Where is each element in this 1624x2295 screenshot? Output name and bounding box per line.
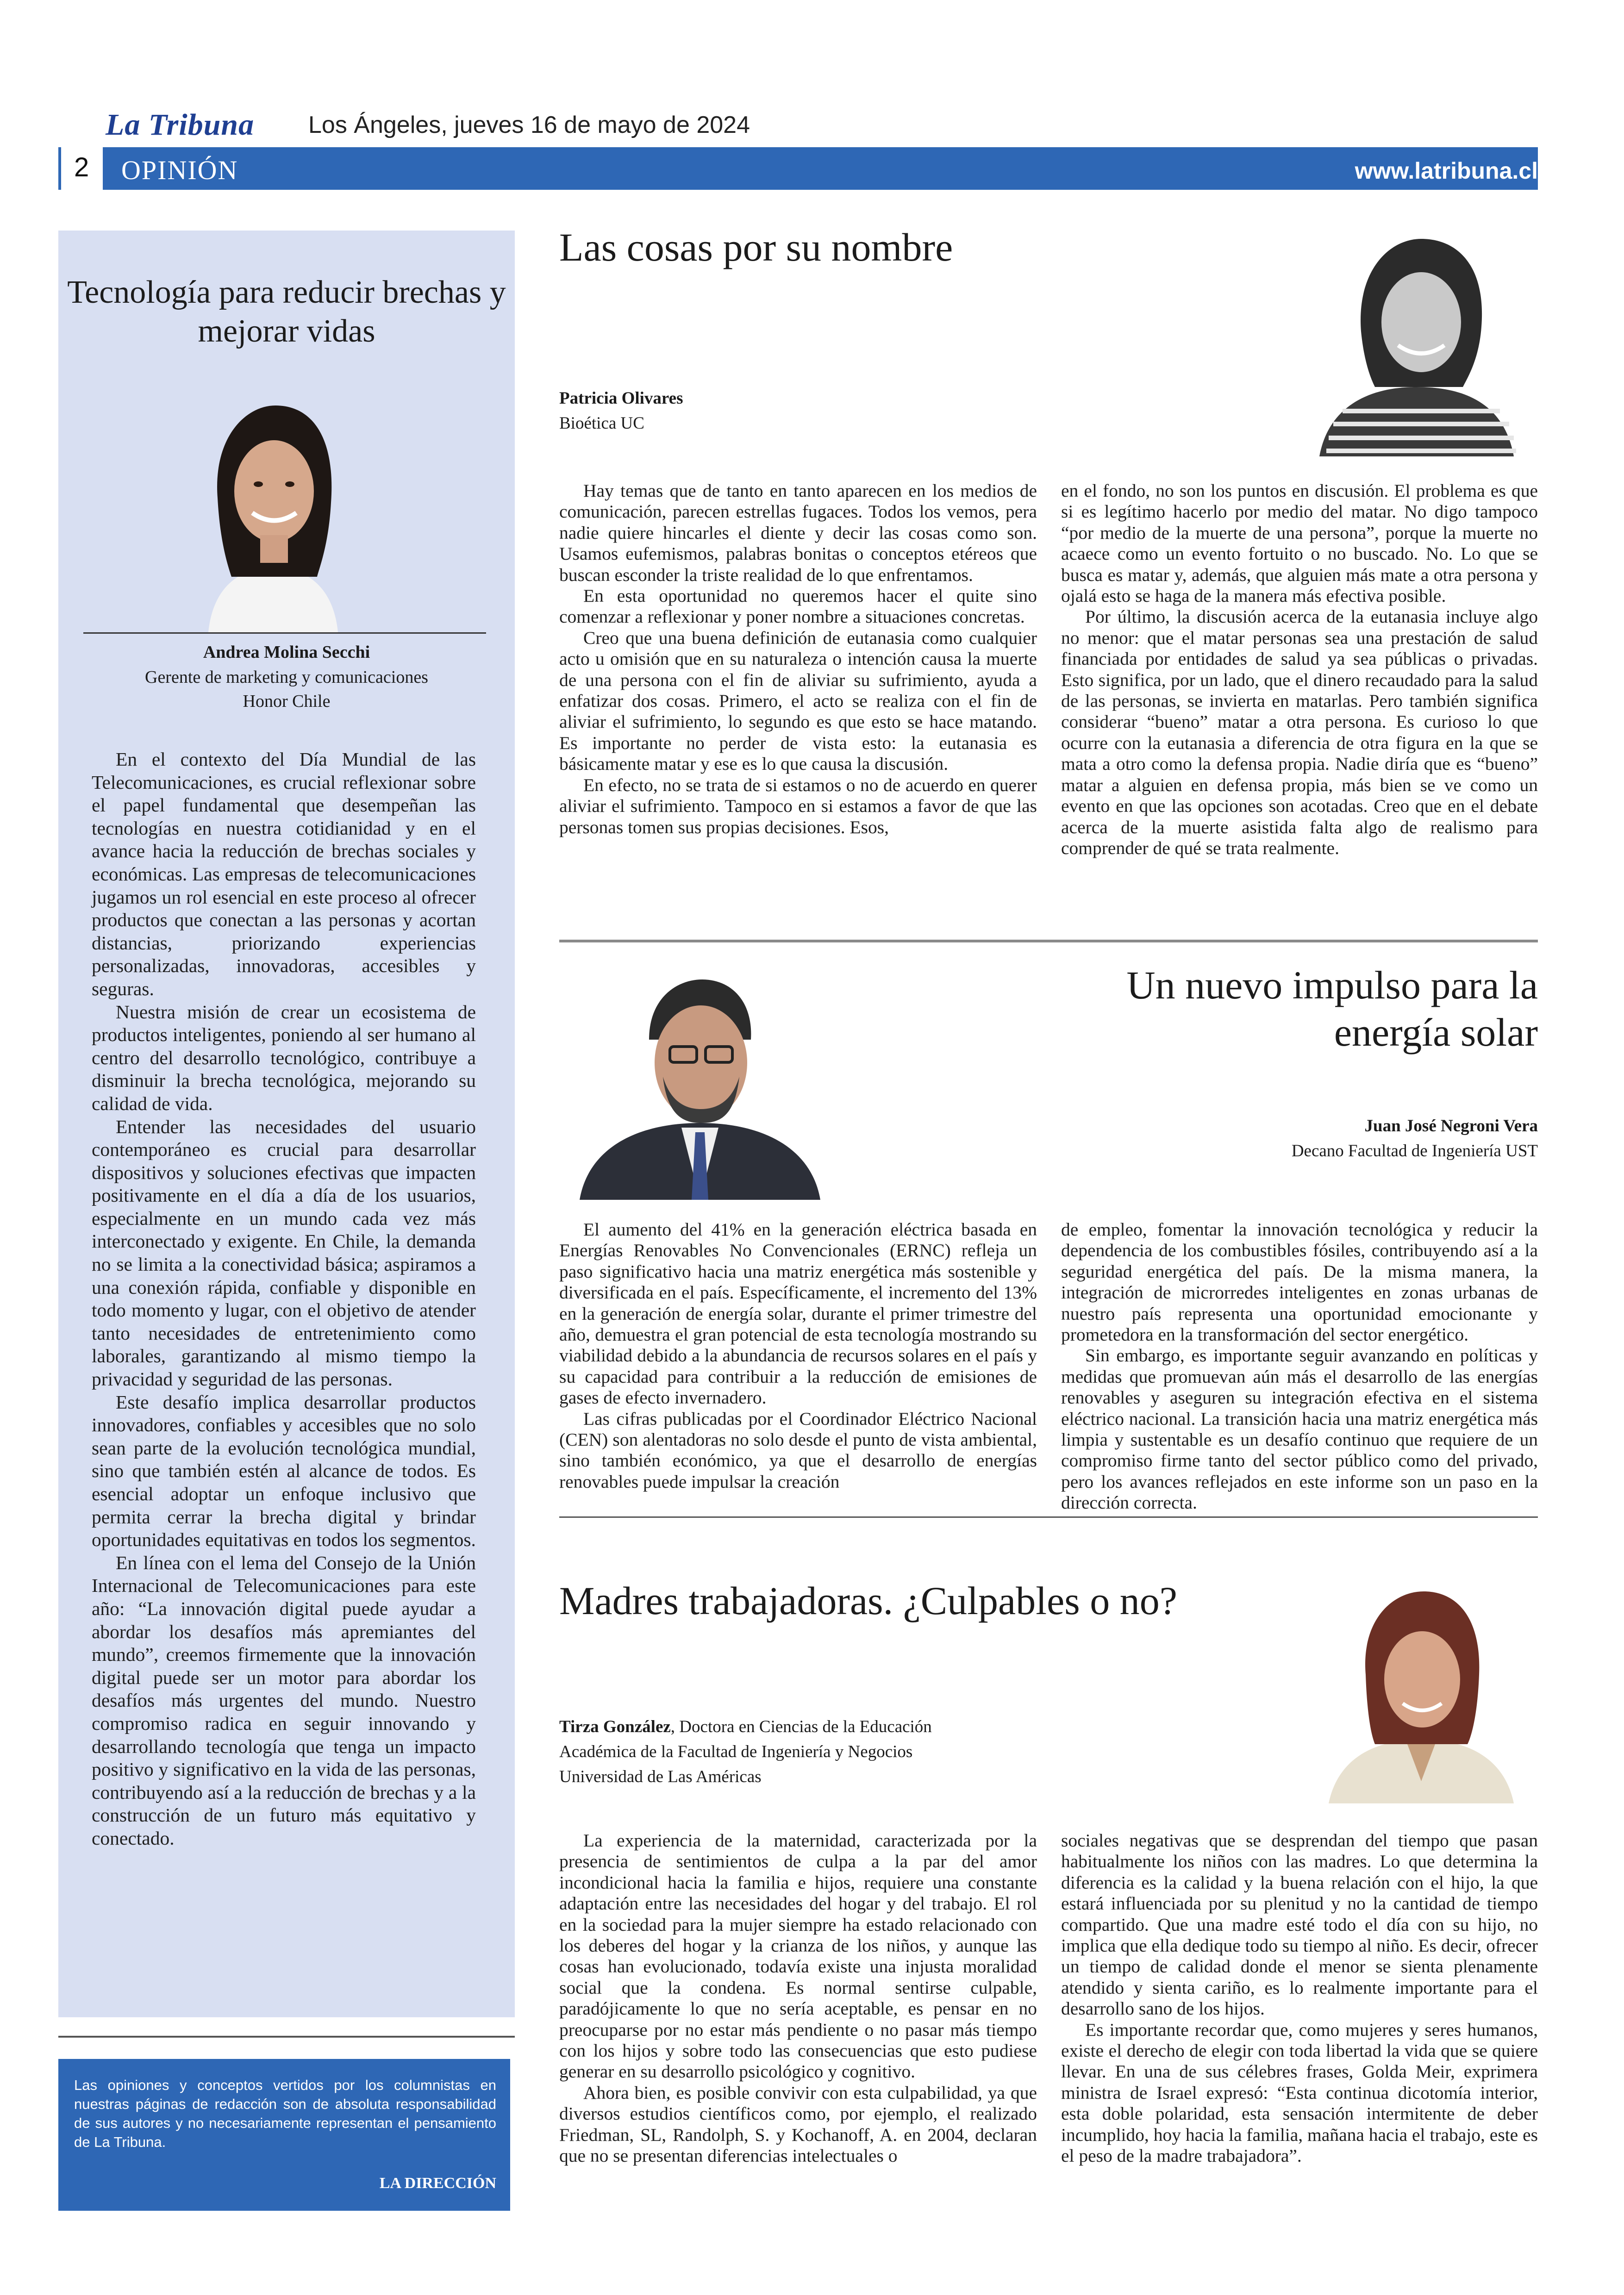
article3-paragraph: Es importante recordar que, como mujeres y seres humanos, existe el derecho de elegir con toda libertad la vida que se quiere llevar. En una de sus célebres frases, Golda Meir, exprimera ministra de Israel expresó: “Esta continua dicotomía interior, esta doble polaridad, esta sensación intermitente de deber incumplido, hoy hacia la familia, mañana hacia el trabajo, este es el peso de la madre trabajadora”.	[1061, 2019, 1538, 2166]
sidebar-paragraph: Este desafío implica desarrollar productos innovadores, confiables y accesibles que no solo sean parte de la evolución tecnológica mundial, sino que también estén al alcance de todos. Es esencial adoptar un enfoque inclusivo que permita cerrar la brecha digital y brindar oportunidades equitativas en todos los segmentos.	[92, 1391, 476, 1551]
sidebar-paragraph: En línea con el lema del Consejo de la Unión Internacional de Telecomunicaciones para este año: “La innovación digital puede ayudar a abordar los desafíos más apremiantes del mundo”, creemos firmemente que la innovación digital puede ser un motor para abordar los desafíos más urgentes del mundo. Nuestro compromiso radica en seguir innovando y desarrollando tecnología que tenga un impacto positivo y significativo en la vida de las personas, contribuyendo así a la reducción de brechas y a la construcción de un futuro más equitativo y conectado.	[92, 1552, 476, 1849]
article3-author-name: Tirza González	[559, 1717, 671, 1736]
section-name: OPINIÓN	[121, 155, 238, 185]
disclaimer-text: Las opiniones y conceptos vertidos por los columnistas en nuestras páginas de redacción son de absoluta responsabilidad de sus autores y no necesariamente representan el pensamiento de La Tribuna.	[74, 2077, 496, 2150]
article-divider	[559, 940, 1538, 942]
article3-affiliation-line-2: Académica de la Facultad de Ingeniería y Negocios	[559, 1742, 913, 1761]
article2-author-name: Juan José Negroni Vera	[1364, 1116, 1538, 1135]
sidebar-byline-rule	[83, 632, 486, 634]
article2-column-1	[559, 1219, 1037, 1492]
article1-author-name: Patricia Olivares	[559, 389, 683, 408]
sidebar-title: Tecnología para reducir brechas y mejorar vidas	[67, 274, 506, 349]
sidebar-paragraph: Entender las necesidades del usuario contemporáneo es crucial para desarrollar dispositivos y soluciones efectivas que impacten positivamente en el día a día de los usuarios, especialmente en un mundo cada vez más interconectado y exigente. En Chile, la demanda no se limita a la conectividad básica; aspiramos a una conexión rápida, confiable y disponible en todo momento y lugar, con el objetivo de atender tanto necesidades de entretenimiento como laborales, garantizando al mismo tiempo la privacidad y seguridad de las personas.	[92, 1116, 476, 1390]
article1-paragraph: en el fondo, no son los puntos en discusión. El problema es que si es legítimo hacerlo por medio del matar. No digo tampoco “por medio de la muerte de una persona”, porque la muerte no acaece como un evento fortuito o no buscado. No. Lo que se busca es matar y, además, que alguien más mate a otra persona y ojalá esto se haga de la manera más efectiva posible.	[1061, 480, 1538, 606]
article1-author-photo	[1292, 230, 1538, 456]
article3-author-degree: , Doctora en Ciencias de la Educación	[670, 1717, 932, 1736]
dateline: Los Ángeles, jueves 16 de mayo de 2024	[308, 112, 750, 138]
article1-paragraph: Creo que una buena definición de eutanasia como cualquier acto u omisión que en su naturaleza o intención causa la muerte de una persona con el fin de aliviar su sufrimiento, ayuda a enfatizar dos cosas. Primero, el acto se realiza con el fin de aliviar el sufrimiento, lo segundo es que esto se hace matando. Es importante no perder de vista esto: la eutanasia es básicamente matar y ese es lo que causa la discusión.	[559, 627, 1037, 774]
article2-paragraph: Las cifras publicadas por el Coordinador Eléctrico Nacional (CEN) son alentadoras no solo desde el punto de vista ambiental, sino también económico, ya que el desarrollo de energías renovables puede impulsar la creación	[559, 1408, 1037, 1492]
sidebar-paragraph: En el contexto del Día Mundial de las Telecomunicaciones, es crucial reflexionar sobre el papel fundamental que desempeñan las tecnologías en nuestra cotidianidad y en el avance hacia la reducción de brechas sociales y económicas. Las empresas de telecomunicaciones jugamos un rol esencial en este proceso al ofrecer productos que conectan a las personas y acortan distancias, priorizando experiencias personalizadas, innovadoras, accesibles y seguras.	[92, 748, 476, 999]
article3-author-line-1	[559, 1715, 932, 1740]
article1-paragraph: En efecto, no se trata de si estamos o no de acuerdo en querer aliviar el sufrimiento. Tampoco en si estamos a favor de que las personas tomen sus propias decisiones. Esos,	[559, 774, 1037, 837]
masthead-logo: La Tribuna	[106, 108, 255, 142]
article2-author	[1365, 1114, 1538, 1139]
article1-column-2	[1061, 480, 1538, 859]
disclaimer-rule	[58, 2036, 515, 2038]
article3-column-2	[1061, 1830, 1538, 2167]
section-bar	[58, 147, 1538, 190]
article2-author-photo	[570, 970, 830, 1200]
sidebar-body	[92, 748, 476, 1850]
sidebar-author-role: Gerente de marketing y comunicaciones	[145, 667, 428, 687]
sidebar-author-org: Honor Chile	[243, 692, 331, 711]
article3-paragraph: La experiencia de la maternidad, caracterizada por la presencia de sentimientos de culpa a la par del amor incondicional hacia la familia e hijos, requiere una constante adaptación entre las necesidades del hogar y del trabajo. El rol en la sociedad para la mujer siempre ha estado relacionado con los deberes del hogar y la crianza de los niños, y aunque las cosas han evolucionado, todavía existe una injusta moralidad social que la condena. Es normal sentirse culpable, paradójicamente lo que no sería aceptable, es pensar en no preocuparse por no estar más pendiente o no pasar más tiempo con los hijos y sobre todo las consecuencias que esto pudiese generar en su desarrollo psicológico y cognitivo.	[559, 1830, 1037, 2082]
site-url[interactable]: www.latribuna.cl	[1355, 158, 1538, 184]
sidebar-author-photo	[153, 392, 394, 632]
article-divider	[559, 1516, 1538, 1518]
disclaimer-signature: LA DIRECCIÓN	[379, 2175, 496, 2192]
article2-paragraph: El aumento del 41% en la generación eléctrica basada en Energías Renovables No Convencionales (ERNC) refleja un paso significativo hacia una matriz energética más sostenible y diversificada en el país. Específicamente, el incremento del 13% en la generación de energía solar, durante el primer trimestre del año, demuestra el gran potencial de esta tecnología mostrando su viabilidad debido a la abundancia de recursos solares en el país y su capacidad para contribuir a la reducción de emisiones de gases de efecto invernadero.	[559, 1219, 1037, 1408]
article1-column-1	[559, 480, 1037, 838]
article3-paragraph: Ahora bien, es posible convivir con esta culpabilidad, ya que diversos estudios científicos como, por ejemplo, el realizado Friedman, SL, Randolph, S. y Kochanoff, A. en 2004, declaran que no se presentan diferencias intelectuales o	[559, 2082, 1037, 2166]
article2-paragraph: Sin embargo, es importante seguir avanzando en políticas y medidas que promuevan aún más el desarrollo de las energías renovables y aseguren su integración efectiva en el sistema eléctrico nacional. La transición hacia una matriz energética más limpia y sustentable es un desafío continuo que requiere de un compromiso firme tanto del sector público como del privado, pero los avances reflejados en este informe son un paso en la dirección correcta.	[1061, 1345, 1538, 1513]
article2-title-line-1: Un nuevo impulso para la	[1126, 963, 1538, 1007]
article3-title: Madres trabajadoras. ¿Culpables o no?	[559, 1578, 1177, 1623]
sidebar-paragraph: Nuestra misión de crear un ecosistema de productos inteligentes, poniendo al ser humano al centro del desarrollo tecnológico, contribuye a disminuir la brecha tecnológica, mejorando su calidad de vida.	[92, 1001, 476, 1114]
article1-title: Las cosas por su nombre	[559, 225, 953, 269]
article3-column-1	[559, 1830, 1037, 2167]
article2-paragraph: de empleo, fomentar la innovación tecnológica y reducir la dependencia de los combustibles fósiles, contribuyendo así a la seguridad energética del país. De la misma manera, la integración de microrredes inteligentes en zonas urbanas de nuestro país representa una oportunidad emocionante y prometedora en la transformación del sector energético.	[1061, 1219, 1538, 1345]
article2-title-line-2: energía solar	[1334, 1010, 1538, 1054]
article3-affiliation-line-3: Universidad de Las Américas	[559, 1767, 762, 1786]
article1-paragraph: Por último, la discusión acerca de la eutanasia incluye algo no menor: que el matar personas sea una prestación de salud financiada por entidades de salud ya sea públicas o privadas. Esto significa, por un lado, que el dinero recaudado para la salud de las personas, se invierta en matarlas. Pero también significa considerar “bueno” matar a otra persona. Es curioso lo que ocurre con la eutanasia a diferencia de otra figura en la que se mata a otro como la defensa propia. Nadie diría que es “bueno” matar a alguien en defensa propia, más bien se ve como un evento en que las opciones son acotadas. Creo que en el debate acerca de la muerte asistida falta algo de realismo para comprender de qué se trata realmente.	[1061, 606, 1538, 858]
article3-author-photo	[1319, 1582, 1523, 1803]
article3-paragraph: sociales negativas que se desprendan del tiempo que pasan habitualmente los niños con las madres. Lo que determina la diferencia es la calidad y la buena relación con el hijo, la que estará influenciada por su plenitud y no la cantidad de tiempo compartido. Que una madre esté todo el día con su hijo, no implica que ella dedique todo su tiempo al niño. Es decir, ofrecer un tiempo de calidad donde el menor se sienta plenamente atendido y sienta cariño, es lo realmente importante para el desarrollo sano de los hijos.	[1061, 1830, 1538, 2019]
article1-paragraph: En esta oportunidad no queremos hacer el quite sino comenzar a reflexionar y poner nombre a situaciones concretas.	[559, 586, 1037, 627]
article1-affiliation: Bioética UC	[559, 414, 644, 433]
article1-paragraph: Hay temas que de tanto en tanto aparecen en los medios de comunicación, parecen estrellas fugaces. Todos los vemos, pera nadie quiere hincarles el diente y decir las cosas como son. Usamos eufemismos, palabras bonitas o conceptos etéreos que buscan esconder la triste realidad de lo que enfrentamos.	[559, 480, 1037, 585]
article2-column-2	[1061, 1219, 1538, 1514]
article1-author	[559, 386, 683, 411]
sidebar-author-name: Andrea Molina Secchi	[203, 642, 370, 662]
article2-affiliation: Decano Facultad de Ingeniería UST	[1291, 1141, 1538, 1160]
page-number: 2	[74, 152, 89, 182]
